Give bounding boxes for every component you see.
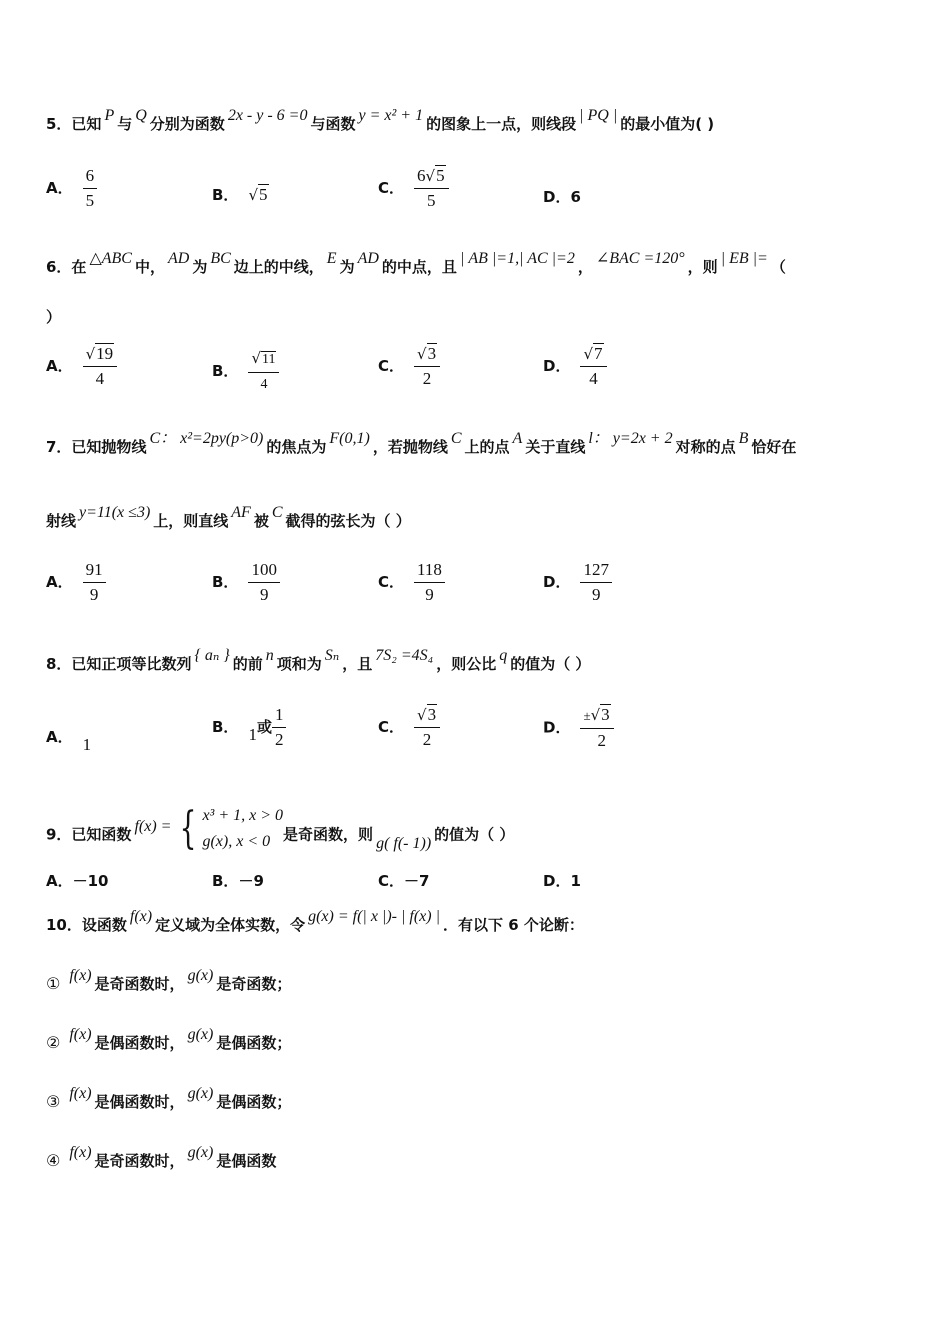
q8-option-c: C． $\frac{√3}{2}$ <box>378 705 440 750</box>
q6-option-c: C． $\frac{√3}{2}$ <box>378 344 440 389</box>
q7-option-c: C． $\frac{118}{9}$ <box>378 560 445 605</box>
q5-option-d: D．6 <box>543 188 581 206</box>
q5-option-c: C． $\frac{6√5}{5}$ <box>378 166 449 211</box>
q8-option-b: B． 1或 $\frac{1}{2}$ <box>212 705 286 750</box>
q10-statement-3: ③ f(x) 是偶函数时， g(x) 是偶函数； <box>46 1085 292 1111</box>
q8-option-a: A． 1 <box>46 728 92 754</box>
q7-option-d: D． $\frac{127}{9}$ <box>543 560 612 605</box>
q8-stem: 8．已知正项等比数列 { aₙ } 的前 n 项和为 Sₙ ，且 7S₂ =4S₄ ，则公比 q 的值为（ ） <box>46 647 591 673</box>
q9-option-c: C．－7 <box>378 872 430 890</box>
q7-stem-line2: 射线 y=11(x ≤3) 上，则直线 AF 被 C 截得的弦长为（ ） <box>46 504 411 530</box>
q9-option-d: D．1 <box>543 872 581 890</box>
q10-statement-4: ④ f(x) 是奇函数时， g(x) 是偶函数 <box>46 1144 277 1170</box>
q8-option-d: D． $\frac{\pm√3}{2}$ <box>543 705 614 751</box>
q9-piecewise: { x³ + 1, x > 0 g(x), x < 0 <box>180 803 284 854</box>
q6-stem-tail: ） <box>46 308 62 326</box>
q10-statement-2: ② f(x) 是偶函数时， g(x) 是偶函数； <box>46 1026 292 1052</box>
q6-option-a: A． $\frac{√19}{4}$ <box>46 344 117 389</box>
q10-stem: 10．设函数 f(x) 定义域为全体实数，令 g(x) = f(| x |)- | f(x) | ．有以下 6 个论断： <box>46 908 584 934</box>
q6-option-b: B． $\frac{√11}{4}$ <box>212 348 279 395</box>
q5-option-b: B． √5 <box>212 185 268 204</box>
q7-stem: 7．已知抛物线 C： x²=2py(p>0) 的焦点为 F(0,1) ，若抛物线 C 上的点 A 关于直线 l： y=2x + 2 对称的点 B 恰好在 <box>46 430 797 456</box>
q6-option-d: D． $\frac{√7}{4}$ <box>543 344 607 389</box>
q10-statement-1: ① f(x) 是奇函数时， g(x) 是奇函数； <box>46 967 292 993</box>
q6-stem: 6．在 △ABC 中， AD 为 BC 边上的中线， E 为 AD 的中点，且 | AB |=1,| AC |=2 ， ∠BAC =120° ，则 | EB |= （ <box>46 250 786 276</box>
q5-stem: 5．已知 P 与 Q 分别为函数 2x - y - 6 =0 与函数 y = x² + 1 的图象上一点，则线段 | PQ | 的最小值为( ) <box>46 107 715 133</box>
q9-stem: 9．已知函数 f(x) = { x³ + 1, x > 0 g(x), x < 0 是奇函数，则 g( f(- 1)) 的值为（ ） <box>46 803 515 854</box>
q5-option-a: A． $\frac{6}{5}$ <box>46 166 97 211</box>
q7-option-a: A． $\frac{91}{9}$ <box>46 560 106 605</box>
q9-option-b: B．－9 <box>212 872 264 890</box>
q9-option-a: A．－10 <box>46 872 109 890</box>
q7-option-b: B． $\frac{100}{9}$ <box>212 560 280 605</box>
